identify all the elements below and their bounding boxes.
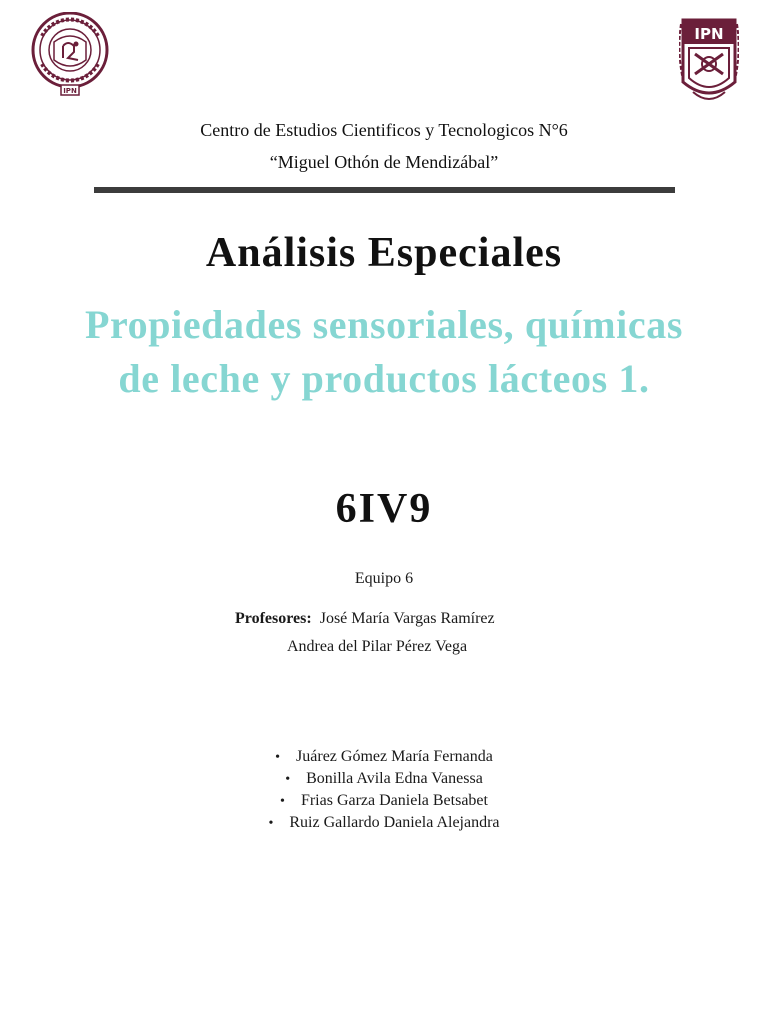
ipn-logo — [679, 12, 739, 106]
members-list — [0, 746, 768, 834]
cecyt-logo — [30, 12, 110, 96]
group-code: 6IV9 — [335, 486, 433, 532]
member-item: • Bonilla Avila Edna Vanessa — [0, 768, 768, 790]
institution-name: Centro de Estudios Cientificos y Tecnologicos N°6 — [200, 120, 568, 140]
professor-name: Andrea del Pilar Pérez Vega — [287, 638, 468, 655]
document-title: Análisis Especiales — [205, 230, 563, 276]
professors-label: Profesores: — [235, 610, 312, 627]
left-logo-badge-text: IPN — [63, 87, 77, 95]
member-item: • Frias Garza Daniela Betsabet — [0, 790, 768, 812]
professor-name: José María Vargas Ramírez — [319, 610, 495, 627]
right-logo-text: IPN — [694, 25, 724, 43]
document-subtitle: Propiedades sensoriales, químicas de leche y productos lácteos 1. — [85, 302, 683, 401]
team-name: Equipo 6 — [354, 570, 414, 587]
member-item: • Juárez Gómez María Fernanda — [0, 746, 768, 768]
professors-line — [235, 608, 495, 630]
institution-subname: “Miguel Othón de Mendizábal” — [269, 152, 499, 172]
member-item: • Ruiz Gallardo Daniela Alejandra — [0, 812, 768, 834]
header-divider — [94, 187, 675, 193]
